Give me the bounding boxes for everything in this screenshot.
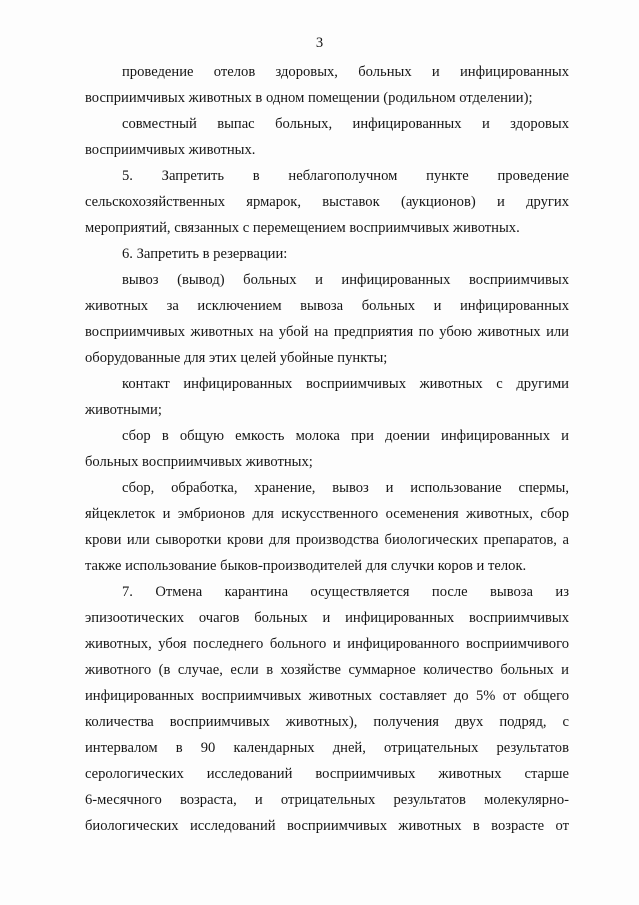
- page-number: 3: [315, 35, 324, 51]
- text-line: крови или сыворотки крови для производства биологических препаратов, а: [85, 532, 569, 548]
- text-line: животных за исключением вывоза больных и инфицированных: [85, 298, 569, 314]
- text-line: восприимчивых животных на убой на предприятия по убою животных или: [85, 324, 569, 340]
- text-line: восприимчивых животных в одном помещении (родильном отделении);: [85, 90, 533, 106]
- text-line: вывоз (вывод) больных и инфицированных восприимчивых: [122, 272, 569, 288]
- text-line: биологических исследований восприимчивых животных в возрасте от: [85, 818, 569, 834]
- text-line: сбор, обработка, хранение, вывоз и использование спермы,: [122, 480, 569, 496]
- text-line: совместный выпас больных, инфицированных и здоровых: [122, 116, 569, 132]
- text-line: больных восприимчивых животных;: [85, 454, 313, 470]
- text-line: животных, убоя последнего больного и инфицированного восприимчивого: [85, 636, 569, 652]
- text-line: 5. Запретить в неблагополучном пункте проведение: [122, 168, 569, 184]
- text-line: эпизоотических очагов больных и инфицированных восприимчивых: [85, 610, 569, 626]
- text-line: контакт инфицированных восприимчивых животных с другими: [122, 376, 569, 392]
- text-line: оборудованные для этих целей убойные пункты;: [85, 350, 388, 366]
- text-line: проведение отелов здоровых, больных и инфицированных: [122, 64, 569, 80]
- text-line: количества восприимчивых животных), получения двух подряд, с: [85, 714, 569, 730]
- text-line: восприимчивых животных.: [85, 142, 256, 158]
- text-line: интервалом в 90 календарных дней, отрицательных результатов: [85, 740, 569, 756]
- text-line: 7. Отмена карантина осуществляется после вывоза из: [122, 584, 569, 600]
- text-line: сельскохозяйственных ярмарок, выставок (аукционов) и других: [85, 194, 569, 210]
- text-line: 6-месячного возраста, и отрицательных результатов молекулярно-: [85, 792, 569, 808]
- text-line: серологических исследований восприимчивых животных старше: [85, 766, 569, 782]
- text-line: инфицированных восприимчивых животных составляет до 5% от общего: [85, 688, 569, 704]
- text-line: мероприятий, связанных с перемещением восприимчивых животных.: [85, 220, 520, 236]
- text-line: яйцеклеток и эмбрионов для искусственного осеменения животных, сбор: [85, 506, 569, 522]
- text-line: также использование быков-производителей для случки коров и телок.: [85, 558, 527, 574]
- text-line: 6. Запретить в резервации:: [122, 246, 288, 262]
- text-line: животными;: [85, 402, 162, 418]
- text-line: сбор в общую емкость молока при доении инфицированных и: [122, 428, 569, 444]
- text-line: животного (в случае, если в хозяйстве суммарное количество больных и: [85, 662, 569, 678]
